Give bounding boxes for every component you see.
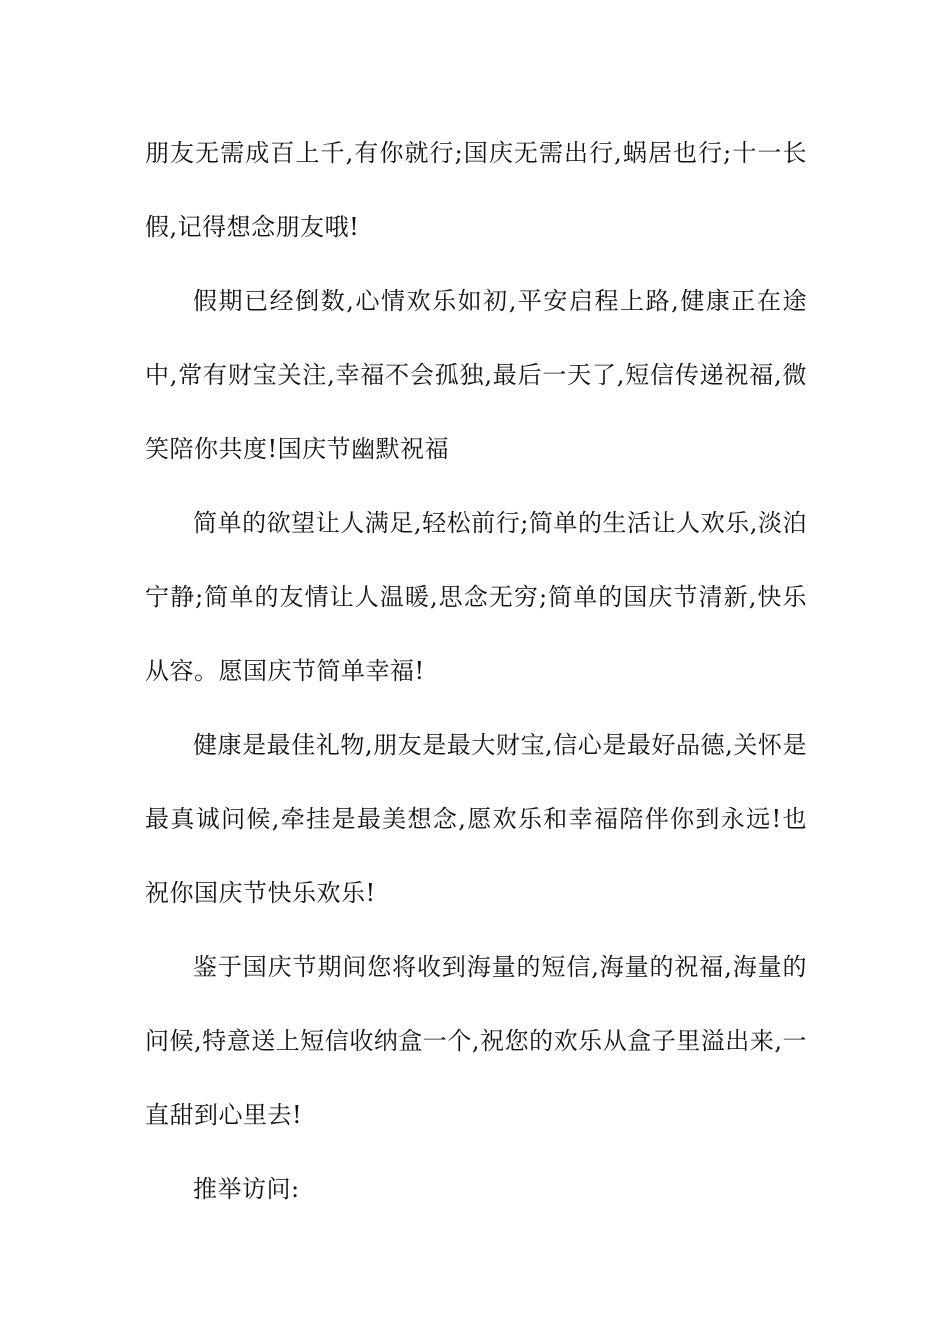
paragraph-2: 假期已经倒数,心情欢乐如初,平安启程上路,健康正在途中,常有财宝关注,幸福不会孤独,最后一天了,短信传递祝福,微笑陪你共度!国庆节幽默祝福 [145, 287, 807, 463]
paragraph-5: 鉴于国庆节期间您将收到海量的短信,海量的祝福,海量的问候,特意送上短信收纳盒一个,祝您的欢乐从盒子里溢出来,一直甜到心里去! [145, 953, 807, 1129]
recommended-reading-heading: 推举访问: [193, 1175, 300, 1203]
paragraph-1: 朋友无需成百上千,有你就行;国庆无需出行,蜗居也行;十一长假,记得想念朋友哦! [145, 139, 807, 241]
paragraph-4: 健康是最佳礼物,朋友是最大财宝,信心是最好品德,关怀是最真诚问候,牵挂是最美想念,愿欢乐和幸福陪伴你到永远!也祝你国庆节快乐欢乐! [145, 731, 807, 907]
document-body [145, 116, 807, 1226]
paragraph-3: 简单的欲望让人满足,轻松前行;简单的生活让人欢乐,淡泊宁静;简单的友情让人温暖,思念无穷;简单的国庆节清新,快乐从容。愿国庆节简单幸福! [145, 509, 807, 685]
